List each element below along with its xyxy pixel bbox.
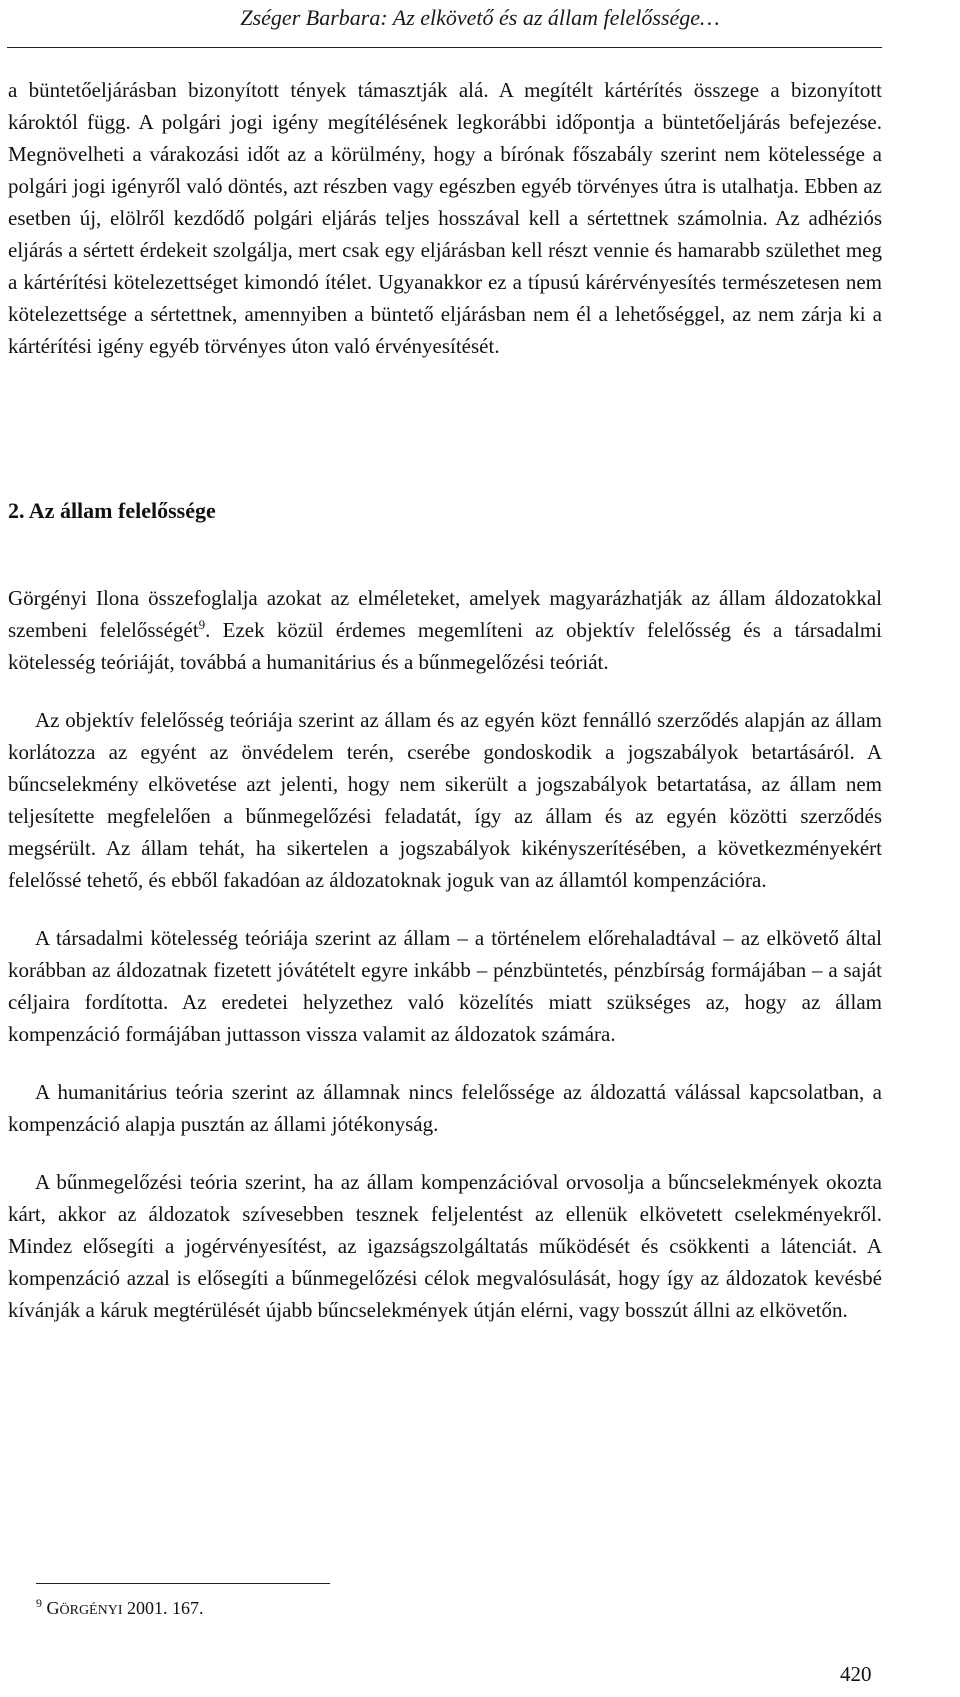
paragraph-humanitarian: A humanitárius teória szerint az államnak nincs felelőssége az áldozattá válással kapcsolatban, a kompenzáció alapja pusztán az állami jótékonyság. xyxy=(8,1080,882,1136)
page-number: 420 xyxy=(840,1662,872,1686)
paragraph-crime-prevention: A bűnmegelőzési teória szerint, ha az állam kompenzációval orvosolja a bűncselekmények okozta kárt, akkor az áldozatok szívesebben tesznek feljelentést az ellenük elkövetett cselekményekről. Mindez elősegíti a jogérvényesítést, az igazságszolgáltatás működését és csökkenti a látenciát. A kompenzáció azzal is elősegíti a bűnmegelőzési célok megvalósulását, hogy így az áldozatok kevésbé kívánják a káruk megtérülését újabb bűncselekmények útján elérni, vagy bosszút állni az elkövetőn. xyxy=(8,1170,882,1322)
intro-text-after-note: . Ezek közül érdemes megemlíteni az objektív felelősség és a társadalmi kötelesség teóriáját, továbbá a humanitárius és a bűnmegelőzési teóriát. xyxy=(8,618,882,674)
footnote-author-rest: ÖRGÉNYI xyxy=(59,1603,123,1618)
paragraph-social-duty: A társadalmi kötelesség teóriája szerint az állam – a történelem előrehaladtával – az elkövető által korábban az áldozatnak fizetett jóvátételt egyre inkább – pénzbüntetés, pénzbírság formájában – a saját céljaira fordította. Az eredetei helyzethez való közelítés miatt szükséges az, hogy az állam kompenzáció formájában juttasson vissza valamit az áldozatok számára. xyxy=(8,926,882,1046)
footnote-reference[interactable]: 9 xyxy=(198,617,206,632)
paragraph-objective-liability: Az objektív felelősség teóriája szerint az állam és az egyén közt fennálló szerződés alapján az állam korlátozza az egyént az önvédelem terén, cserébe gondoskodik a jogszabályok betartásáról. A bűncselekmény elkövetése azt jelenti, hogy nem sikerült a jogszabályok betartatása, az állam nem teljesítette megfelelően a bűnmegelőzési feladatát, így az állam és az egyén közötti szerződés megsérült. Az állam tehát, ha sikertelen a jogszabályok kikényszerítésében, a következményekért felelőssé tehető, és ebből fakadóan az áldozatoknak joguk van az államtól kompenzációra. xyxy=(8,708,882,892)
intro-paragraph xyxy=(8,582,882,678)
footnote-author-initial: G xyxy=(46,1598,60,1618)
continuation-paragraph-block xyxy=(8,74,882,362)
footnote-number: 9 xyxy=(36,1596,42,1610)
section-body xyxy=(8,582,882,1352)
running-header: Zséger Barbara: Az elkövető és az állam felelőssége… xyxy=(240,5,720,30)
footnote-divider xyxy=(36,1583,330,1584)
header-divider xyxy=(7,47,882,48)
continuation-paragraph: a büntetőeljárásban bizonyított tények támasztják alá. A megítélt kártérítés összege a bizonyított károktól függ. A polgári jogi igény megítélésének legkorábbi időpontja a büntetőeljárás befejezése. Megnövelheti a várakozási időt az a körülmény, hogy a bírónak főszabály szerint nem kötelessége a polgári jogi igényről való döntés, azt részben vagy egészben egyéb törvényes útra is utalhatja. Ebben az esetben új, elölről kezdődő polgári eljárás teljes hosszával kell a sértettnek számolnia. Az adhéziós eljárás a sértett érdekeit szolgálja, mert csak egy eljárásban kell részt vennie és hamarabb születhet meg a kártérítési kötelezettséget kimondó ítélet. Ugyanakkor ez a típusú kárérvényesítés természetesen nem kötelezettsége a sértettnek, amennyiben a büntető eljárásban nem él a lehetőséggel, az nem zárja ki a kártérítési igény egyéb törvényes úton való érvényesítését. xyxy=(8,78,882,358)
footnote-citation: 2001. 167. xyxy=(122,1598,204,1618)
section-heading: 2. Az állam felelőssége xyxy=(8,498,216,523)
footnote xyxy=(36,1596,204,1623)
intro-text-before-note: Görgényi Ilona összefoglalja azokat az elméleteket, amelyek magyarázhatják az állam áldozatokkal szembeni felelősségét xyxy=(8,586,882,642)
